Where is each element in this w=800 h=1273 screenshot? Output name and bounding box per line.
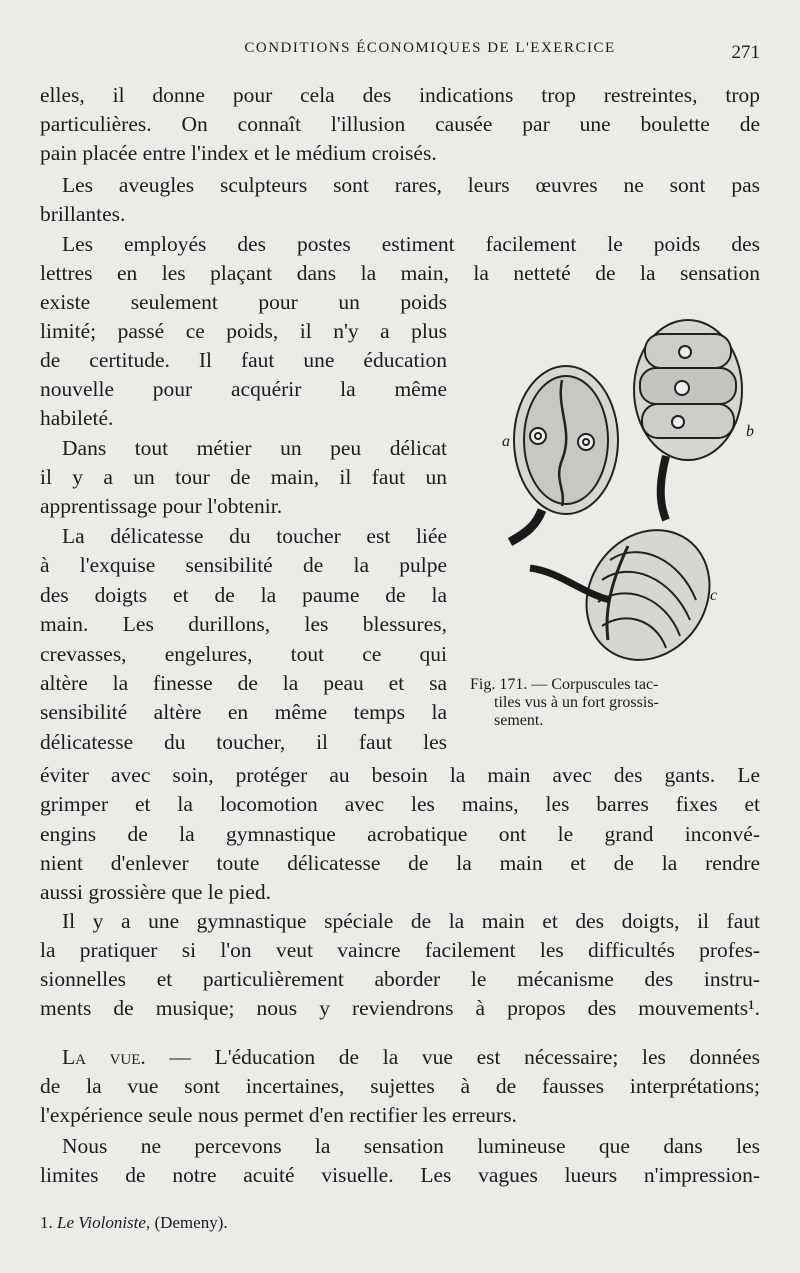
text-line: aussi grossière que le pied.: [40, 880, 272, 904]
text-line: Les employés des postes estiment facilement le poids des: [62, 232, 760, 256]
text-line: grimper et la locomotion avec les mains, les barres fixes et: [40, 792, 760, 816]
text-line: engins de la gymnastique acrobatique ont le grand inconvé-: [40, 822, 760, 846]
section-text: — L'éducation de la vue est nécessaire; les données: [169, 1045, 760, 1069]
running-title: CONDITIONS ÉCONOMIQUES DE L'EXERCICE: [244, 40, 616, 56]
footnote-number: 1.: [40, 1213, 53, 1232]
figure-label-c: c: [710, 587, 718, 604]
corpuscle-a: [510, 366, 618, 542]
text-line: de la vue sont incertaines, sujettes à de fausses interprétations;: [40, 1074, 760, 1098]
corpuscle-b: [634, 320, 742, 520]
section-heading: La vue.: [62, 1045, 146, 1069]
text-line: altère la finesse de la peau et sa: [40, 671, 447, 695]
text-line: Dans tout métier un peu délicat: [62, 436, 447, 460]
text-line: délicatesse du toucher, il faut les: [40, 730, 447, 754]
text-line: existe seulement pour un poids: [40, 290, 447, 314]
section-first-line: [40, 1042, 760, 1072]
footnote-author: (Demeny).: [154, 1213, 228, 1232]
text-line: il y a un tour de main, il faut un: [40, 465, 447, 489]
text-line: Les aveugles sculpteurs sont rares, leurs œuvres ne sont pas: [62, 173, 760, 197]
text-line: limité; passé ce poids, il n'y a plus: [40, 319, 447, 343]
footnote: [40, 1208, 760, 1238]
text-line: nouvelle pour acquérir la même: [40, 377, 447, 401]
text-line: limites de notre acuité visuelle. Les vagues lueurs n'impression-: [40, 1163, 760, 1187]
text-line: nient d'enlever toute délicatesse de la main et de la rendre: [40, 851, 760, 875]
figure-caption: [470, 676, 762, 730]
text-line: sionnelles et particulièrement aborder le mécanisme des instru-: [40, 967, 760, 991]
text-line: éviter avec soin, protéger au besoin la main avec des gants. Le: [40, 763, 760, 787]
page-number: 271: [731, 42, 760, 63]
text-line: pain placée entre l'index et le médium croisés.: [40, 141, 437, 165]
text-line: de certitude. Il faut une éducation: [40, 348, 447, 372]
text-line: brillantes.: [40, 202, 126, 226]
corpuscles-illustration: [470, 310, 770, 670]
running-head: [40, 40, 760, 70]
text-line: des doigts et de la paume de la: [40, 583, 447, 607]
figure-label-a: a: [502, 433, 510, 450]
figure-label-b: b: [746, 423, 754, 440]
figure-corpuscles: [470, 310, 770, 670]
text-line: Il y a une gymnastique spéciale de la main et des doigts, il faut: [62, 909, 760, 933]
text-line: particulières. On connaît l'illusion causée par une boulette de: [40, 112, 760, 136]
text-line: à l'exquise sensibilité de la pulpe: [40, 553, 447, 577]
text-line: l'expérience seule nous permet d'en rectifier les erreurs.: [40, 1103, 517, 1127]
text-line: Nous ne percevons la sensation lumineuse que dans les: [62, 1134, 760, 1158]
text-line: la pratiquer si l'on veut vaincre facilement les difficultés profes-: [40, 938, 760, 962]
text-line: ments de musique; nous y reviendrons à propos des mouvements¹.: [40, 996, 760, 1020]
text-line: elles, il donne pour cela des indications trop restreintes, trop: [40, 83, 760, 107]
text-line: sensibilité altère en même temps la: [40, 700, 447, 724]
text-line: main. Les durillons, les blessures,: [40, 612, 447, 636]
text-line: apprentissage pour l'obtenir.: [40, 494, 283, 518]
text-line: habileté.: [40, 406, 114, 430]
text-line: La délicatesse du toucher est liée: [62, 524, 447, 548]
caption-line: Fig. 171. — Corpuscules tac-: [470, 676, 659, 693]
text-line: crevasses, engelures, tout ce qui: [40, 642, 447, 666]
caption-line: tiles vus à un fort grossis-: [494, 694, 659, 711]
corpuscle-c: [530, 506, 735, 670]
caption-line: sement.: [494, 712, 544, 729]
text-line: lettres en les plaçant dans la main, la netteté de la sensation: [40, 261, 760, 285]
footnote-title: Le Violoniste,: [57, 1213, 151, 1232]
